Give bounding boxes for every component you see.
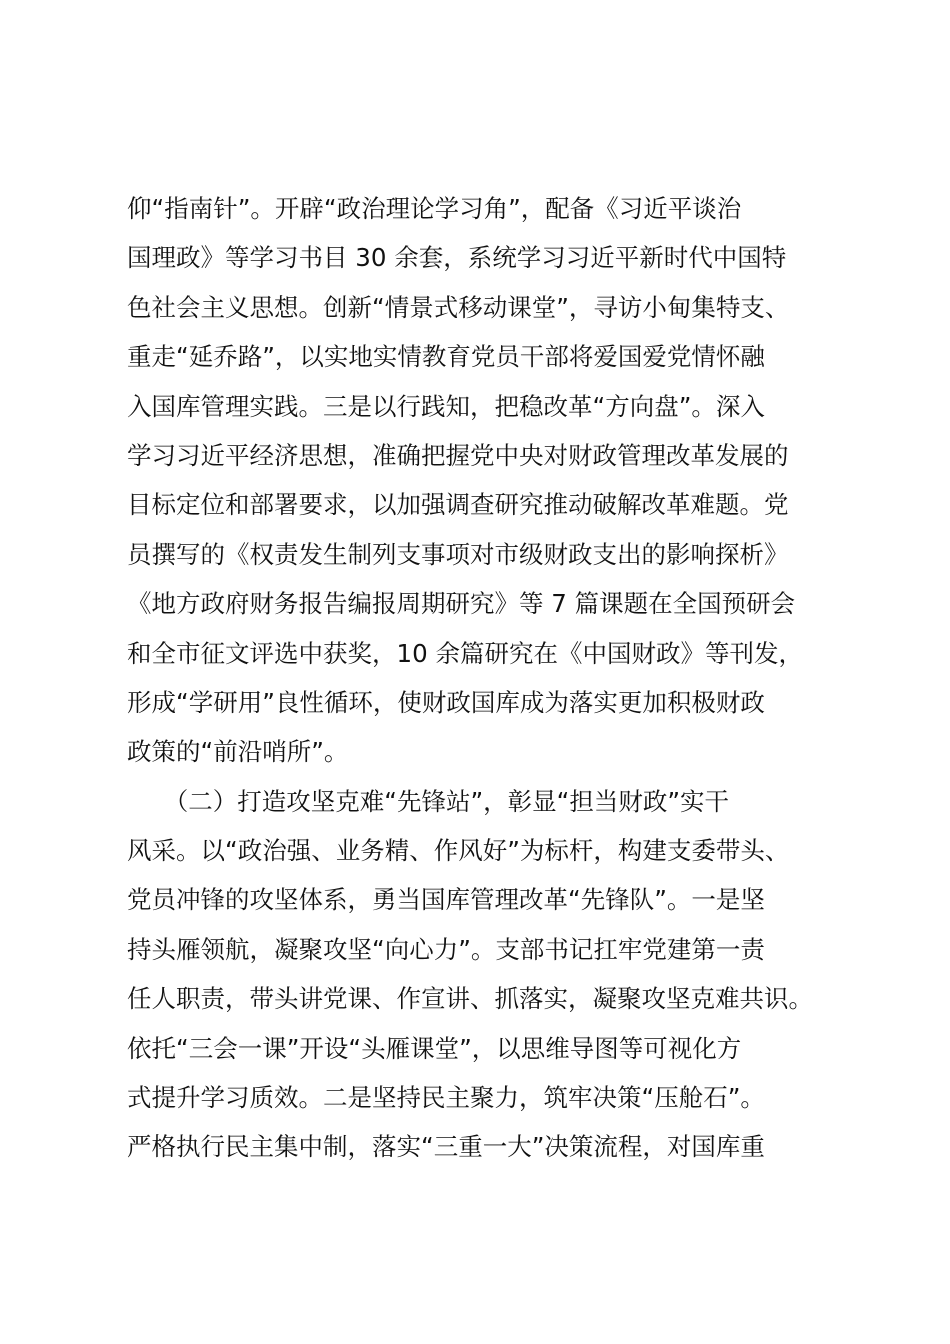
text-line: 国理政》等学习书目 30 余套，系统学习习近平新时代中国特 — [127, 243, 787, 273]
text-line: 目标定位和部署要求，以加强调查研究推动破解改革难题。党 — [127, 490, 789, 520]
text-line: 任人职责，带头讲党课、作宣讲、抓落实，凝聚攻坚克难共识。 — [127, 984, 813, 1014]
text-line: 员撰写的《权责发生制列支事项对市级财政支出的影响探析》 — [127, 539, 789, 569]
text-line: 重走“延乔路”，以实地实情教育党员干部将爱国爱党情怀融 — [127, 342, 765, 372]
text-line: 仰“指南针”。开辟“政治理论学习角”，配备《习近平谈治 — [127, 194, 742, 223]
text-line: 政策的“前沿哨所”。 — [127, 737, 349, 767]
text-line: 持头雁领航，凝聚攻坚“向心力”。支部书记扛牢党建第一责 — [127, 934, 765, 964]
document-body — [127, 184, 837, 1172]
text-line: 入国库管理实践。三是以行践知，把稳改革“方向盘”。深入 — [127, 391, 765, 421]
text-line: 学习习近平经济思想，准确把握党中央对财政管理改革发展的 — [127, 440, 789, 470]
text-line: 色社会主义思想。创新“情景式移动课堂”，寻访小甸集特支、 — [127, 292, 790, 322]
text-line: 和全市征文评选中获奖，10 余篇研究在《中国财政》等刊发， — [127, 638, 803, 668]
text-line: 式提升学习质效。二是坚持民主聚力，筑牢决策“压舱石”。 — [127, 1083, 765, 1113]
text-line: 党员冲锋的攻坚体系，勇当国库管理改革“先锋队”。一是坚 — [127, 885, 765, 915]
text-line: （二）打造攻坚克难“先锋站”，彰显“担当财政”实干 — [127, 786, 730, 816]
text-line: 严格执行民主集中制，落实“三重一大”决策流程，对国库重 — [127, 1132, 765, 1162]
text-line: 形成“学研用”良性循环，使财政国库成为落实更加积极财政 — [127, 687, 765, 717]
text-line: 依托“三会一课”开设“头雁课堂”，以思维导图等可视化方 — [127, 1033, 742, 1063]
text-line: 《地方政府财务报告编报周期研究》等 7 篇课题在全国预研会 — [127, 589, 796, 619]
text-line: 风采。以“政治强、业务精、作风好”为标杆，构建支委带头、 — [127, 836, 790, 866]
